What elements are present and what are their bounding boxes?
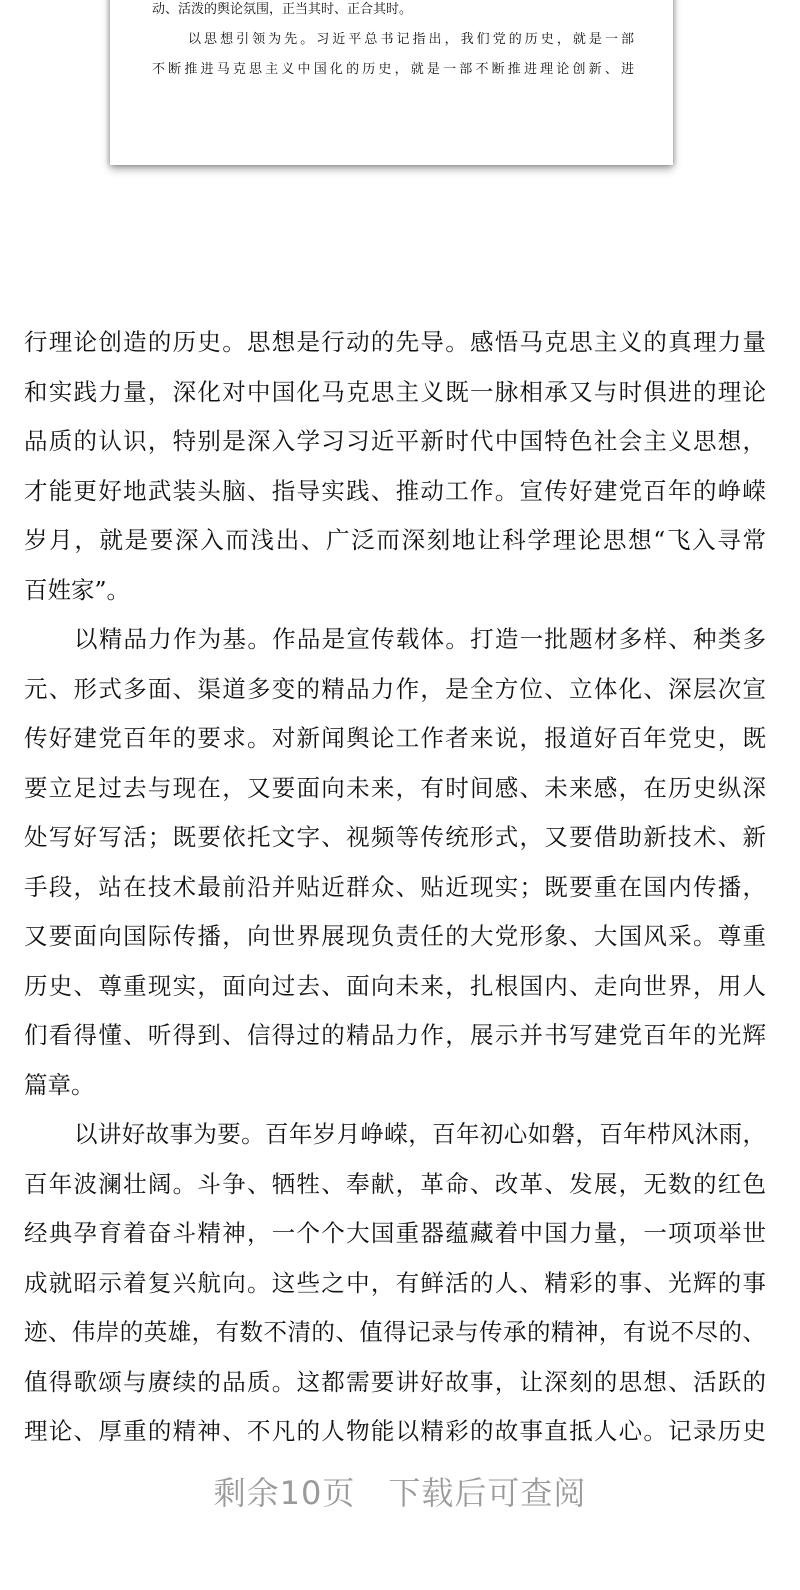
body-line: 历史、尊重现实，面向过去、面向未来，扎根国内、走向世界，用人 xyxy=(24,971,766,1000)
body-line: 传好建党百年的要求。对新闻舆论工作者来说，报道好百年党史，既 xyxy=(24,724,766,752)
body-line: 理论、厚重的精神、不凡的人物能以精彩的故事直抵人心。记录历史 xyxy=(24,1417,766,1445)
preview-page-card xyxy=(110,0,673,165)
body-line: 们看得懂、听得到、信得过的精品力作，展示并书写建党百年的光辉 xyxy=(24,1021,766,1049)
body-line: 百姓家”。 xyxy=(24,575,131,604)
remaining-pages-button[interactable]: 剩余10页 下载后可查阅 xyxy=(213,1474,587,1512)
body-line: 迹、伟岸的英雄，有数不清的、值得记录与传承的精神，有说不尽的、 xyxy=(24,1318,766,1346)
body-line: 以精品力作为基。作品是宣传载体。打造一批题材多样、种类多 xyxy=(74,625,766,653)
body-line: 篇章。 xyxy=(24,1070,95,1099)
body-line: 要立足过去与现在，又要面向未来，有时间感、未来感，在历史纵深 xyxy=(24,773,766,802)
document-body xyxy=(24,325,766,1464)
body-line: 经典孕育着奋斗精神，一个个大国重器蕴藏着中国力量，一项项举世 xyxy=(24,1219,766,1247)
body-line: 和实践力量，深化对中国化马克思主义既一脉相承又与时俱进的理论 xyxy=(24,377,766,406)
preview-line: 不断推进马克思主义中国化的历史，就是一部不断推进理论创新、进 xyxy=(152,62,634,77)
body-line: 元、形式多面、渠道多变的精品力作，是全方位、立体化、深层次宣 xyxy=(24,674,766,703)
body-line: 值得歌颂与赓续的品质。这都需要讲好故事，让深刻的思想、活跃的 xyxy=(24,1367,766,1396)
body-line: 百年波澜壮阔。斗争、牺牲、奉献，革命、改革、发展，无数的红色 xyxy=(24,1169,766,1198)
body-line: 以讲好故事为要。百年岁月峥嵘，百年初心如磐，百年栉风沐雨， xyxy=(74,1120,766,1148)
body-line: 品质的认识，特别是深入学习习近平新时代中国特色社会主义思想， xyxy=(24,427,766,455)
body-line: 岁月，就是要深入而浅出、广泛而深刻地让科学理论思想“飞入寻常 xyxy=(24,526,766,554)
body-line: 手段，站在技术最前沿并贴近群众、贴近现实；既要重在国内传播， xyxy=(24,872,766,901)
body-line: 成就昭示着复兴航向。这些之中，有鲜活的人、精彩的事、光辉的事 xyxy=(24,1268,766,1297)
preview-line: 以思想引领为先。习近平总书记指出，我们党的历史，就是一部 xyxy=(188,32,634,47)
body-line: 处写好写活；既要依托文字、视频等传统形式，又要借助新技术、新 xyxy=(24,823,766,851)
body-line: 行理论创造的历史。思想是行动的先导。感悟马克思主义的真理力量 xyxy=(24,328,766,356)
preview-line: 动、活泼的舆论氛围，正当其时、正合其时。 xyxy=(152,2,413,17)
body-line: 才能更好地武装头脑、指导实践、推动工作。宣传好建党百年的峥嵘 xyxy=(24,476,766,505)
body-line: 又要面向国际传播，向世界展现负责任的大党形象、大国风采。尊重 xyxy=(24,922,766,950)
